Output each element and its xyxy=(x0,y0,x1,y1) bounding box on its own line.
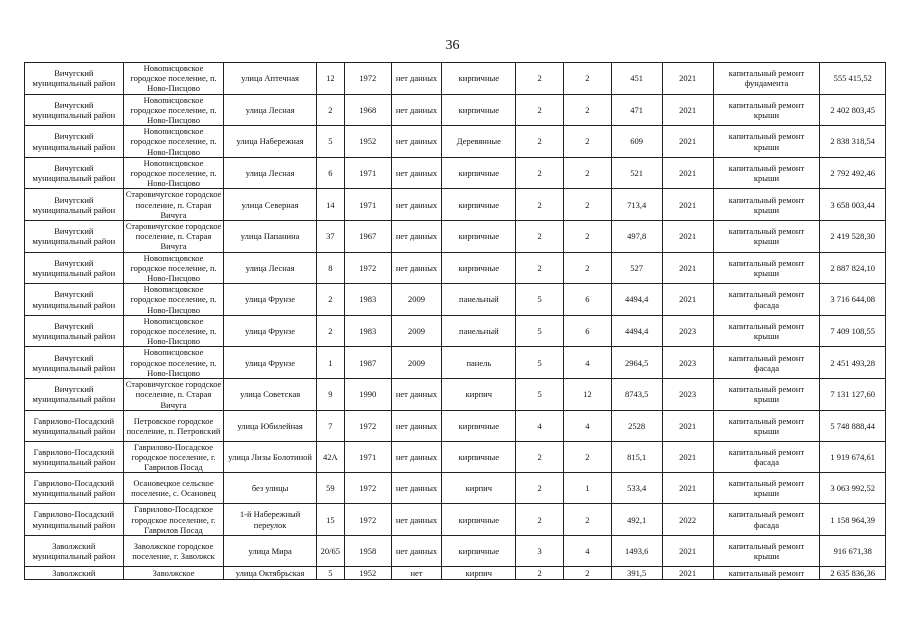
cell-region: Гаврилово-Посадский муниципальный район xyxy=(25,504,124,536)
cell-area: 451 xyxy=(611,63,662,95)
cell-work-type: капитальный ремонт крыши xyxy=(713,157,820,189)
cell-entrances: 2 xyxy=(563,252,611,284)
cell-floors: 2 xyxy=(516,126,564,158)
cell-street: улица Советская xyxy=(224,379,316,411)
cell-street: улица Фрунзе xyxy=(224,347,316,379)
cell-plan-year: 2023 xyxy=(662,315,713,347)
cell-cost: 3 658 003,44 xyxy=(820,189,886,221)
table-row xyxy=(25,126,886,158)
cell-house: 37 xyxy=(316,221,344,253)
cell-plan-year: 2021 xyxy=(662,221,713,253)
cell-cost: 2 451 493,28 xyxy=(820,347,886,379)
cell-renovation: 2009 xyxy=(391,284,442,316)
cell-region: Вичугский муниципальный район xyxy=(25,315,124,347)
cell-area: 4494,4 xyxy=(611,284,662,316)
cell-house: 59 xyxy=(316,473,344,504)
cell-wall-material: кирпичные xyxy=(442,441,516,473)
cell-cost: 2 635 836,36 xyxy=(820,566,886,579)
cell-year: 1952 xyxy=(344,126,391,158)
table-row xyxy=(25,284,886,316)
table-row xyxy=(25,347,886,379)
cell-entrances: 2 xyxy=(563,441,611,473)
cell-renovation: нет xyxy=(391,566,442,579)
table-body xyxy=(25,63,886,580)
cell-entrances: 6 xyxy=(563,315,611,347)
page-number: 36 xyxy=(445,38,460,53)
cell-house: 2 xyxy=(316,284,344,316)
cell-floors: 2 xyxy=(516,252,564,284)
cell-region: Вичугский муниципальный район xyxy=(25,126,124,158)
cell-renovation: нет данных xyxy=(391,157,442,189)
cell-renovation: 2009 xyxy=(391,315,442,347)
cell-wall-material: кирпич xyxy=(442,379,516,411)
cell-plan-year: 2021 xyxy=(662,189,713,221)
cell-region: Гаврилово-Посадский муниципальный район xyxy=(25,410,124,441)
table-row xyxy=(25,441,886,473)
table-row xyxy=(25,252,886,284)
cell-street: 1-й Набережный переулок xyxy=(224,504,316,536)
cell-entrances: 2 xyxy=(563,157,611,189)
cell-house: 2 xyxy=(316,315,344,347)
cell-street: улица Лесная xyxy=(224,157,316,189)
cell-year: 1971 xyxy=(344,441,391,473)
cell-floors: 3 xyxy=(516,535,564,566)
cell-settlement: Новописцовское городское поселение, п. Ново-Писцово xyxy=(123,157,224,189)
cell-plan-year: 2021 xyxy=(662,473,713,504)
cell-wall-material: кирпич xyxy=(442,473,516,504)
cell-area: 527 xyxy=(611,252,662,284)
cell-work-type: капитальный ремонт крыши xyxy=(713,189,820,221)
table-row xyxy=(25,379,886,411)
cell-year: 1952 xyxy=(344,566,391,579)
cell-wall-material: панель xyxy=(442,347,516,379)
cell-year: 1983 xyxy=(344,315,391,347)
cell-region: Вичугский муниципальный район xyxy=(25,157,124,189)
cell-work-type: капитальный ремонт крыши xyxy=(713,315,820,347)
cell-work-type: капитальный ремонт крыши xyxy=(713,379,820,411)
cell-house: 14 xyxy=(316,189,344,221)
cell-house: 20/65 xyxy=(316,535,344,566)
cell-work-type: капитальный ремонт крыши xyxy=(713,473,820,504)
cell-wall-material: кирпичные xyxy=(442,535,516,566)
cell-settlement: Гаврилово-Посадское городское поселение, г. Гаврилов Посад xyxy=(123,504,224,536)
cell-work-type: капитальный ремонт xyxy=(713,566,820,579)
cell-region: Вичугский муниципальный район xyxy=(25,379,124,411)
cell-year: 1972 xyxy=(344,63,391,95)
cell-entrances: 4 xyxy=(563,535,611,566)
cell-wall-material: Деревянные xyxy=(442,126,516,158)
cell-area: 391,5 xyxy=(611,566,662,579)
cell-plan-year: 2021 xyxy=(662,94,713,126)
cell-settlement: Гаврилово-Посадское городское поселение, г. Гаврилов Посад xyxy=(123,441,224,473)
cell-settlement: Новописцовское городское поселение, п. Ново-Писцово xyxy=(123,63,224,95)
cell-floors: 2 xyxy=(516,473,564,504)
cell-entrances: 2 xyxy=(563,566,611,579)
cell-plan-year: 2022 xyxy=(662,504,713,536)
cell-year: 1967 xyxy=(344,221,391,253)
cell-renovation: нет данных xyxy=(391,504,442,536)
cell-floors: 5 xyxy=(516,284,564,316)
cell-work-type: капитальный ремонт крыши xyxy=(713,252,820,284)
cell-street: без улицы xyxy=(224,473,316,504)
cell-region: Вичугский муниципальный район xyxy=(25,221,124,253)
cell-cost: 555 415,52 xyxy=(820,63,886,95)
cell-cost: 3 716 644,08 xyxy=(820,284,886,316)
cell-renovation: нет данных xyxy=(391,189,442,221)
cell-cost: 1 919 674,61 xyxy=(820,441,886,473)
cell-area: 497,8 xyxy=(611,221,662,253)
cell-plan-year: 2021 xyxy=(662,126,713,158)
cell-wall-material: кирпичные xyxy=(442,157,516,189)
cell-area: 533,4 xyxy=(611,473,662,504)
cell-street: улица Набережная xyxy=(224,126,316,158)
cell-floors: 2 xyxy=(516,441,564,473)
cell-region: Заволжский муниципальный район xyxy=(25,535,124,566)
cell-year: 1983 xyxy=(344,284,391,316)
housing-repair-table xyxy=(24,62,886,580)
cell-settlement: Новописцовское городское поселение, п. Ново-Писцово xyxy=(123,94,224,126)
cell-settlement: Новописцовское городское поселение, п. Ново-Писцово xyxy=(123,252,224,284)
cell-floors: 4 xyxy=(516,410,564,441)
cell-region: Заволжский xyxy=(25,566,124,579)
cell-plan-year: 2021 xyxy=(662,252,713,284)
cell-plan-year: 2021 xyxy=(662,566,713,579)
cell-work-type: капитальный ремонт фасада xyxy=(713,284,820,316)
cell-renovation: нет данных xyxy=(391,94,442,126)
cell-cost: 3 063 992,52 xyxy=(820,473,886,504)
cell-house: 7 xyxy=(316,410,344,441)
cell-street: улица Лизы Болотиной xyxy=(224,441,316,473)
cell-renovation: нет данных xyxy=(391,221,442,253)
cell-street: улица Лесная xyxy=(224,252,316,284)
cell-cost: 2 419 528,30 xyxy=(820,221,886,253)
cell-floors: 2 xyxy=(516,504,564,536)
cell-region: Вичугский муниципальный район xyxy=(25,347,124,379)
cell-entrances: 2 xyxy=(563,189,611,221)
table-row xyxy=(25,535,886,566)
cell-street: улица Юбилейная xyxy=(224,410,316,441)
cell-cost: 7 409 108,55 xyxy=(820,315,886,347)
cell-region: Вичугский муниципальный район xyxy=(25,94,124,126)
cell-cost: 916 671,38 xyxy=(820,535,886,566)
cell-plan-year: 2021 xyxy=(662,535,713,566)
cell-renovation: нет данных xyxy=(391,441,442,473)
cell-plan-year: 2021 xyxy=(662,284,713,316)
cell-street: улица Аптечная xyxy=(224,63,316,95)
cell-house: 8 xyxy=(316,252,344,284)
cell-street: улица Мира xyxy=(224,535,316,566)
cell-cost: 2 792 492,46 xyxy=(820,157,886,189)
cell-work-type: капитальный ремонт фундамента xyxy=(713,63,820,95)
cell-region: Вичугский муниципальный район xyxy=(25,252,124,284)
cell-floors: 2 xyxy=(516,566,564,579)
cell-year: 1972 xyxy=(344,252,391,284)
cell-area: 2964,5 xyxy=(611,347,662,379)
cell-wall-material: кирпичные xyxy=(442,63,516,95)
table-row xyxy=(25,63,886,95)
cell-entrances: 4 xyxy=(563,347,611,379)
cell-floors: 2 xyxy=(516,63,564,95)
cell-area: 2528 xyxy=(611,410,662,441)
cell-renovation: нет данных xyxy=(391,535,442,566)
cell-wall-material: кирпичные xyxy=(442,94,516,126)
cell-floors: 5 xyxy=(516,347,564,379)
cell-work-type: капитальный ремонт крыши xyxy=(713,535,820,566)
cell-area: 609 xyxy=(611,126,662,158)
cell-year: 1972 xyxy=(344,504,391,536)
cell-street: улица Фрунзе xyxy=(224,315,316,347)
table-row xyxy=(25,315,886,347)
cell-region: Гаврилово-Посадский муниципальный район xyxy=(25,441,124,473)
table-row xyxy=(25,157,886,189)
cell-house: 15 xyxy=(316,504,344,536)
cell-plan-year: 2023 xyxy=(662,379,713,411)
cell-work-type: капитальный ремонт крыши xyxy=(713,410,820,441)
cell-year: 1971 xyxy=(344,157,391,189)
cell-street: улица Папанина xyxy=(224,221,316,253)
cell-year: 1971 xyxy=(344,189,391,221)
cell-entrances: 12 xyxy=(563,379,611,411)
cell-year: 1990 xyxy=(344,379,391,411)
cell-entrances: 2 xyxy=(563,63,611,95)
cell-settlement: Старовичугское городское поселение, п. Старая Вичуга xyxy=(123,221,224,253)
cell-work-type: капитальный ремонт фасада xyxy=(713,504,820,536)
cell-cost: 1 158 964,39 xyxy=(820,504,886,536)
cell-plan-year: 2023 xyxy=(662,347,713,379)
cell-settlement: Новописцовское городское поселение, п. Ново-Писцово xyxy=(123,126,224,158)
cell-area: 8743,5 xyxy=(611,379,662,411)
cell-street: улица Лесная xyxy=(224,94,316,126)
cell-settlement: Новописцовское городское поселение, п. Ново-Писцово xyxy=(123,347,224,379)
cell-entrances: 2 xyxy=(563,126,611,158)
cell-work-type: капитальный ремонт крыши xyxy=(713,94,820,126)
cell-work-type: капитальный ремонт фасада xyxy=(713,441,820,473)
cell-entrances: 1 xyxy=(563,473,611,504)
table-row xyxy=(25,189,886,221)
cell-renovation: нет данных xyxy=(391,473,442,504)
cell-area: 1493,6 xyxy=(611,535,662,566)
cell-year: 1968 xyxy=(344,94,391,126)
cell-entrances: 2 xyxy=(563,221,611,253)
table-row xyxy=(25,504,886,536)
cell-region: Вичугский муниципальный район xyxy=(25,284,124,316)
cell-area: 492,1 xyxy=(611,504,662,536)
cell-house: 12 xyxy=(316,63,344,95)
cell-wall-material: кирпичные xyxy=(442,189,516,221)
cell-street: улица Фрунзе xyxy=(224,284,316,316)
table-row xyxy=(25,410,886,441)
cell-work-type: капитальный ремонт фасада xyxy=(713,347,820,379)
cell-plan-year: 2021 xyxy=(662,157,713,189)
cell-wall-material: кирпичные xyxy=(442,221,516,253)
cell-entrances: 6 xyxy=(563,284,611,316)
cell-settlement: Заволжское xyxy=(123,566,224,579)
cell-region: Вичугский муниципальный район xyxy=(25,189,124,221)
cell-street: улица Октябрьская xyxy=(224,566,316,579)
cell-renovation: нет данных xyxy=(391,252,442,284)
cell-settlement: Осановецкое сельское поселение, с. Осановец xyxy=(123,473,224,504)
cell-floors: 2 xyxy=(516,157,564,189)
cell-floors: 5 xyxy=(516,315,564,347)
cell-settlement: Старовичугское городское поселение, п. Старая Вичуга xyxy=(123,189,224,221)
cell-entrances: 4 xyxy=(563,410,611,441)
cell-year: 1972 xyxy=(344,410,391,441)
cell-plan-year: 2021 xyxy=(662,410,713,441)
cell-wall-material: кирпичные xyxy=(442,410,516,441)
cell-wall-material: панельный xyxy=(442,315,516,347)
cell-settlement: Петровское городское поселение, п. Петровский xyxy=(123,410,224,441)
cell-renovation: 2009 xyxy=(391,347,442,379)
table-row xyxy=(25,94,886,126)
cell-area: 4494,4 xyxy=(611,315,662,347)
table-row xyxy=(25,473,886,504)
cell-floors: 2 xyxy=(516,189,564,221)
cell-plan-year: 2021 xyxy=(662,63,713,95)
cell-wall-material: кирпичные xyxy=(442,504,516,536)
cell-region: Вичугский муниципальный район xyxy=(25,63,124,95)
cell-entrances: 2 xyxy=(563,94,611,126)
cell-house: 5 xyxy=(316,126,344,158)
cell-house: 9 xyxy=(316,379,344,411)
cell-entrances: 2 xyxy=(563,504,611,536)
cell-cost: 5 748 888,44 xyxy=(820,410,886,441)
cell-year: 1987 xyxy=(344,347,391,379)
cell-house: 5 xyxy=(316,566,344,579)
table-row xyxy=(25,566,886,579)
cell-cost: 7 131 127,60 xyxy=(820,379,886,411)
cell-house: 1 xyxy=(316,347,344,379)
cell-work-type: капитальный ремонт крыши xyxy=(713,221,820,253)
cell-settlement: Новописцовское городское поселение, п. Ново-Писцово xyxy=(123,315,224,347)
cell-cost: 2 402 803,45 xyxy=(820,94,886,126)
table-row xyxy=(25,221,886,253)
cell-year: 1958 xyxy=(344,535,391,566)
cell-street: улица Северная xyxy=(224,189,316,221)
cell-house: 42А xyxy=(316,441,344,473)
cell-cost: 2 838 318,54 xyxy=(820,126,886,158)
cell-year: 1972 xyxy=(344,473,391,504)
cell-area: 815,1 xyxy=(611,441,662,473)
cell-house: 6 xyxy=(316,157,344,189)
cell-renovation: нет данных xyxy=(391,379,442,411)
cell-cost: 2 887 824,10 xyxy=(820,252,886,284)
cell-wall-material: кирпич xyxy=(442,566,516,579)
cell-settlement: Старовичугское городское поселение, п. Старая Вичуга xyxy=(123,379,224,411)
cell-work-type: капитальный ремонт крыши xyxy=(713,126,820,158)
cell-plan-year: 2021 xyxy=(662,441,713,473)
cell-settlement: Новописцовское городское поселение, п. Ново-Писцово xyxy=(123,284,224,316)
cell-settlement: Заволжское городское поселение, г. Заволжск xyxy=(123,535,224,566)
cell-house: 2 xyxy=(316,94,344,126)
cell-region: Гаврилово-Посадский муниципальный район xyxy=(25,473,124,504)
cell-floors: 5 xyxy=(516,379,564,411)
cell-renovation: нет данных xyxy=(391,410,442,441)
cell-renovation: нет данных xyxy=(391,63,442,95)
cell-area: 713,4 xyxy=(611,189,662,221)
cell-renovation: нет данных xyxy=(391,126,442,158)
cell-wall-material: кирпичные xyxy=(442,252,516,284)
cell-area: 471 xyxy=(611,94,662,126)
cell-area: 521 xyxy=(611,157,662,189)
cell-floors: 2 xyxy=(516,94,564,126)
cell-wall-material: панельный xyxy=(442,284,516,316)
cell-floors: 2 xyxy=(516,221,564,253)
